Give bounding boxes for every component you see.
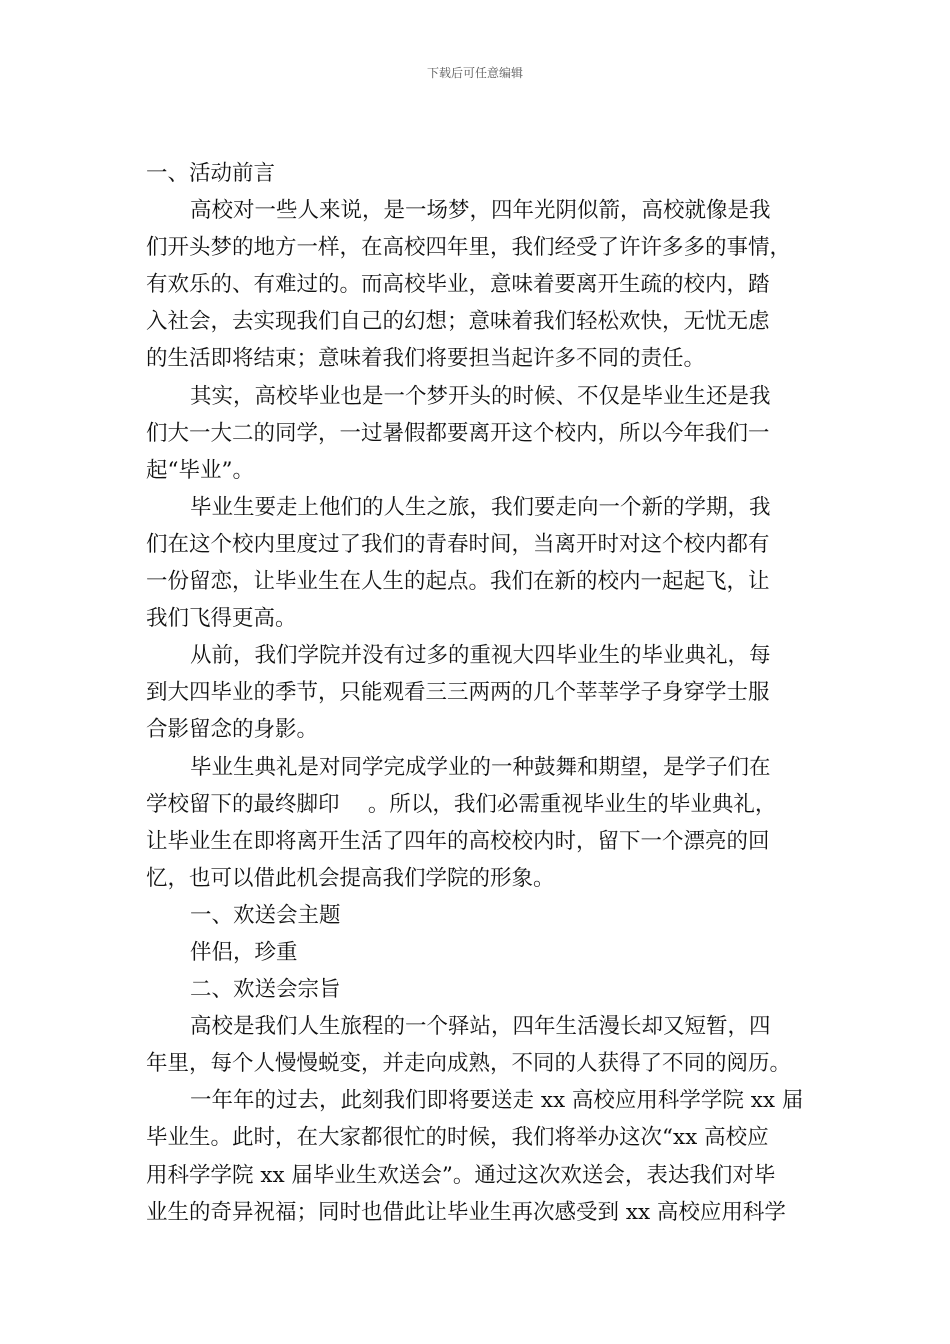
text-line: 高校对一些人来说，是一场梦，四年光阴似箭，高校就像是我 <box>190 198 771 224</box>
text-line: 忆，也可以借此机会提高我们学院的形象。 <box>146 865 555 891</box>
text-line: 有欢乐的、有难过的。而高校毕业，意味着要离开生疏的校内，踏 <box>146 272 770 298</box>
text-line: 让毕业生在即将离开生活了四年的高校校内时，留下一个漂亮的回 <box>146 828 770 854</box>
text-line: 们开头梦的地方一样，在高校四年里，我们经受了许许多多的事情， <box>146 235 792 261</box>
text-line: 一份留恋，让毕业生在人生的起点。我们在新的校内一起起飞，让 <box>146 569 770 595</box>
text-line: 入社会，去实现我们自己的幻想；意味着我们轻松欢快，无忧无虑 <box>146 309 770 335</box>
text-line: 毕业生。此时，在大家都很忙的时候，我们将举办这次“xx 高校应 <box>146 1125 769 1151</box>
text-line: 到大四毕业的季节，只能观看三三两两的几个莘莘学子身穿学士服 <box>146 680 770 706</box>
text-line: 一、欢送会主题 <box>190 902 341 928</box>
text-line: 们大一大二的同学，一过暑假都要离开这个校内，所以今年我们一 <box>146 420 770 446</box>
text-line: 用科学学院 xx 届毕业生欢送会”。通过这次欢送会，表达我们对毕 <box>146 1162 776 1188</box>
text-line: 我们飞得更高。 <box>146 606 297 632</box>
text-line: 起“毕业”。 <box>146 457 254 483</box>
text-line: 年里，每个人慢慢蜕变，并走向成熟，不同的人获得了不同的阅历。 <box>146 1051 792 1077</box>
text-line: 毕业生要走上他们的人生之旅，我们要走向一个新的学期，我 <box>190 494 771 520</box>
text-line: 毕业生典礼是对同学完成学业的一种鼓舞和期望，是学子们在 <box>190 754 771 780</box>
text-line: 一、活动前言 <box>146 161 276 186</box>
text-line: 从前，我们学院并没有过多的重视大四毕业生的毕业典礼，每 <box>190 643 771 669</box>
text-line: 其实，高校毕业也是一个梦开头的时候、不仅是毕业生还是我 <box>190 383 771 409</box>
text-line: 高校是我们人生旅程的一个驿站，四年生活漫长却又短暂，四 <box>190 1014 771 1040</box>
text-line: 业生的奇异祝福；同时也借此让毕业生再次感受到 xx 高校应用科学 <box>146 1199 786 1225</box>
text-line: 学校留下的最终脚印 。所以，我们必需重视毕业生的毕业典礼， <box>146 791 777 817</box>
document-body <box>146 155 810 1231</box>
text-line: 的生活即将结束；意味着我们将要担当起许多不同的责任。 <box>146 346 706 372</box>
text-line: 一年年的过去，此刻我们即将要送走 xx 高校应用科学学院 xx 届 <box>190 1088 804 1114</box>
text-line: 伴侣，珍重 <box>190 939 298 965</box>
text-line: 二、欢送会宗旨 <box>190 977 341 1003</box>
page-header: 下载后可任意编辑 <box>426 66 523 80</box>
text-line: 们在这个校内里度过了我们的青春时间，当离开时对这个校内都有 <box>146 531 770 557</box>
text-line: 合影留念的身影。 <box>146 717 319 743</box>
